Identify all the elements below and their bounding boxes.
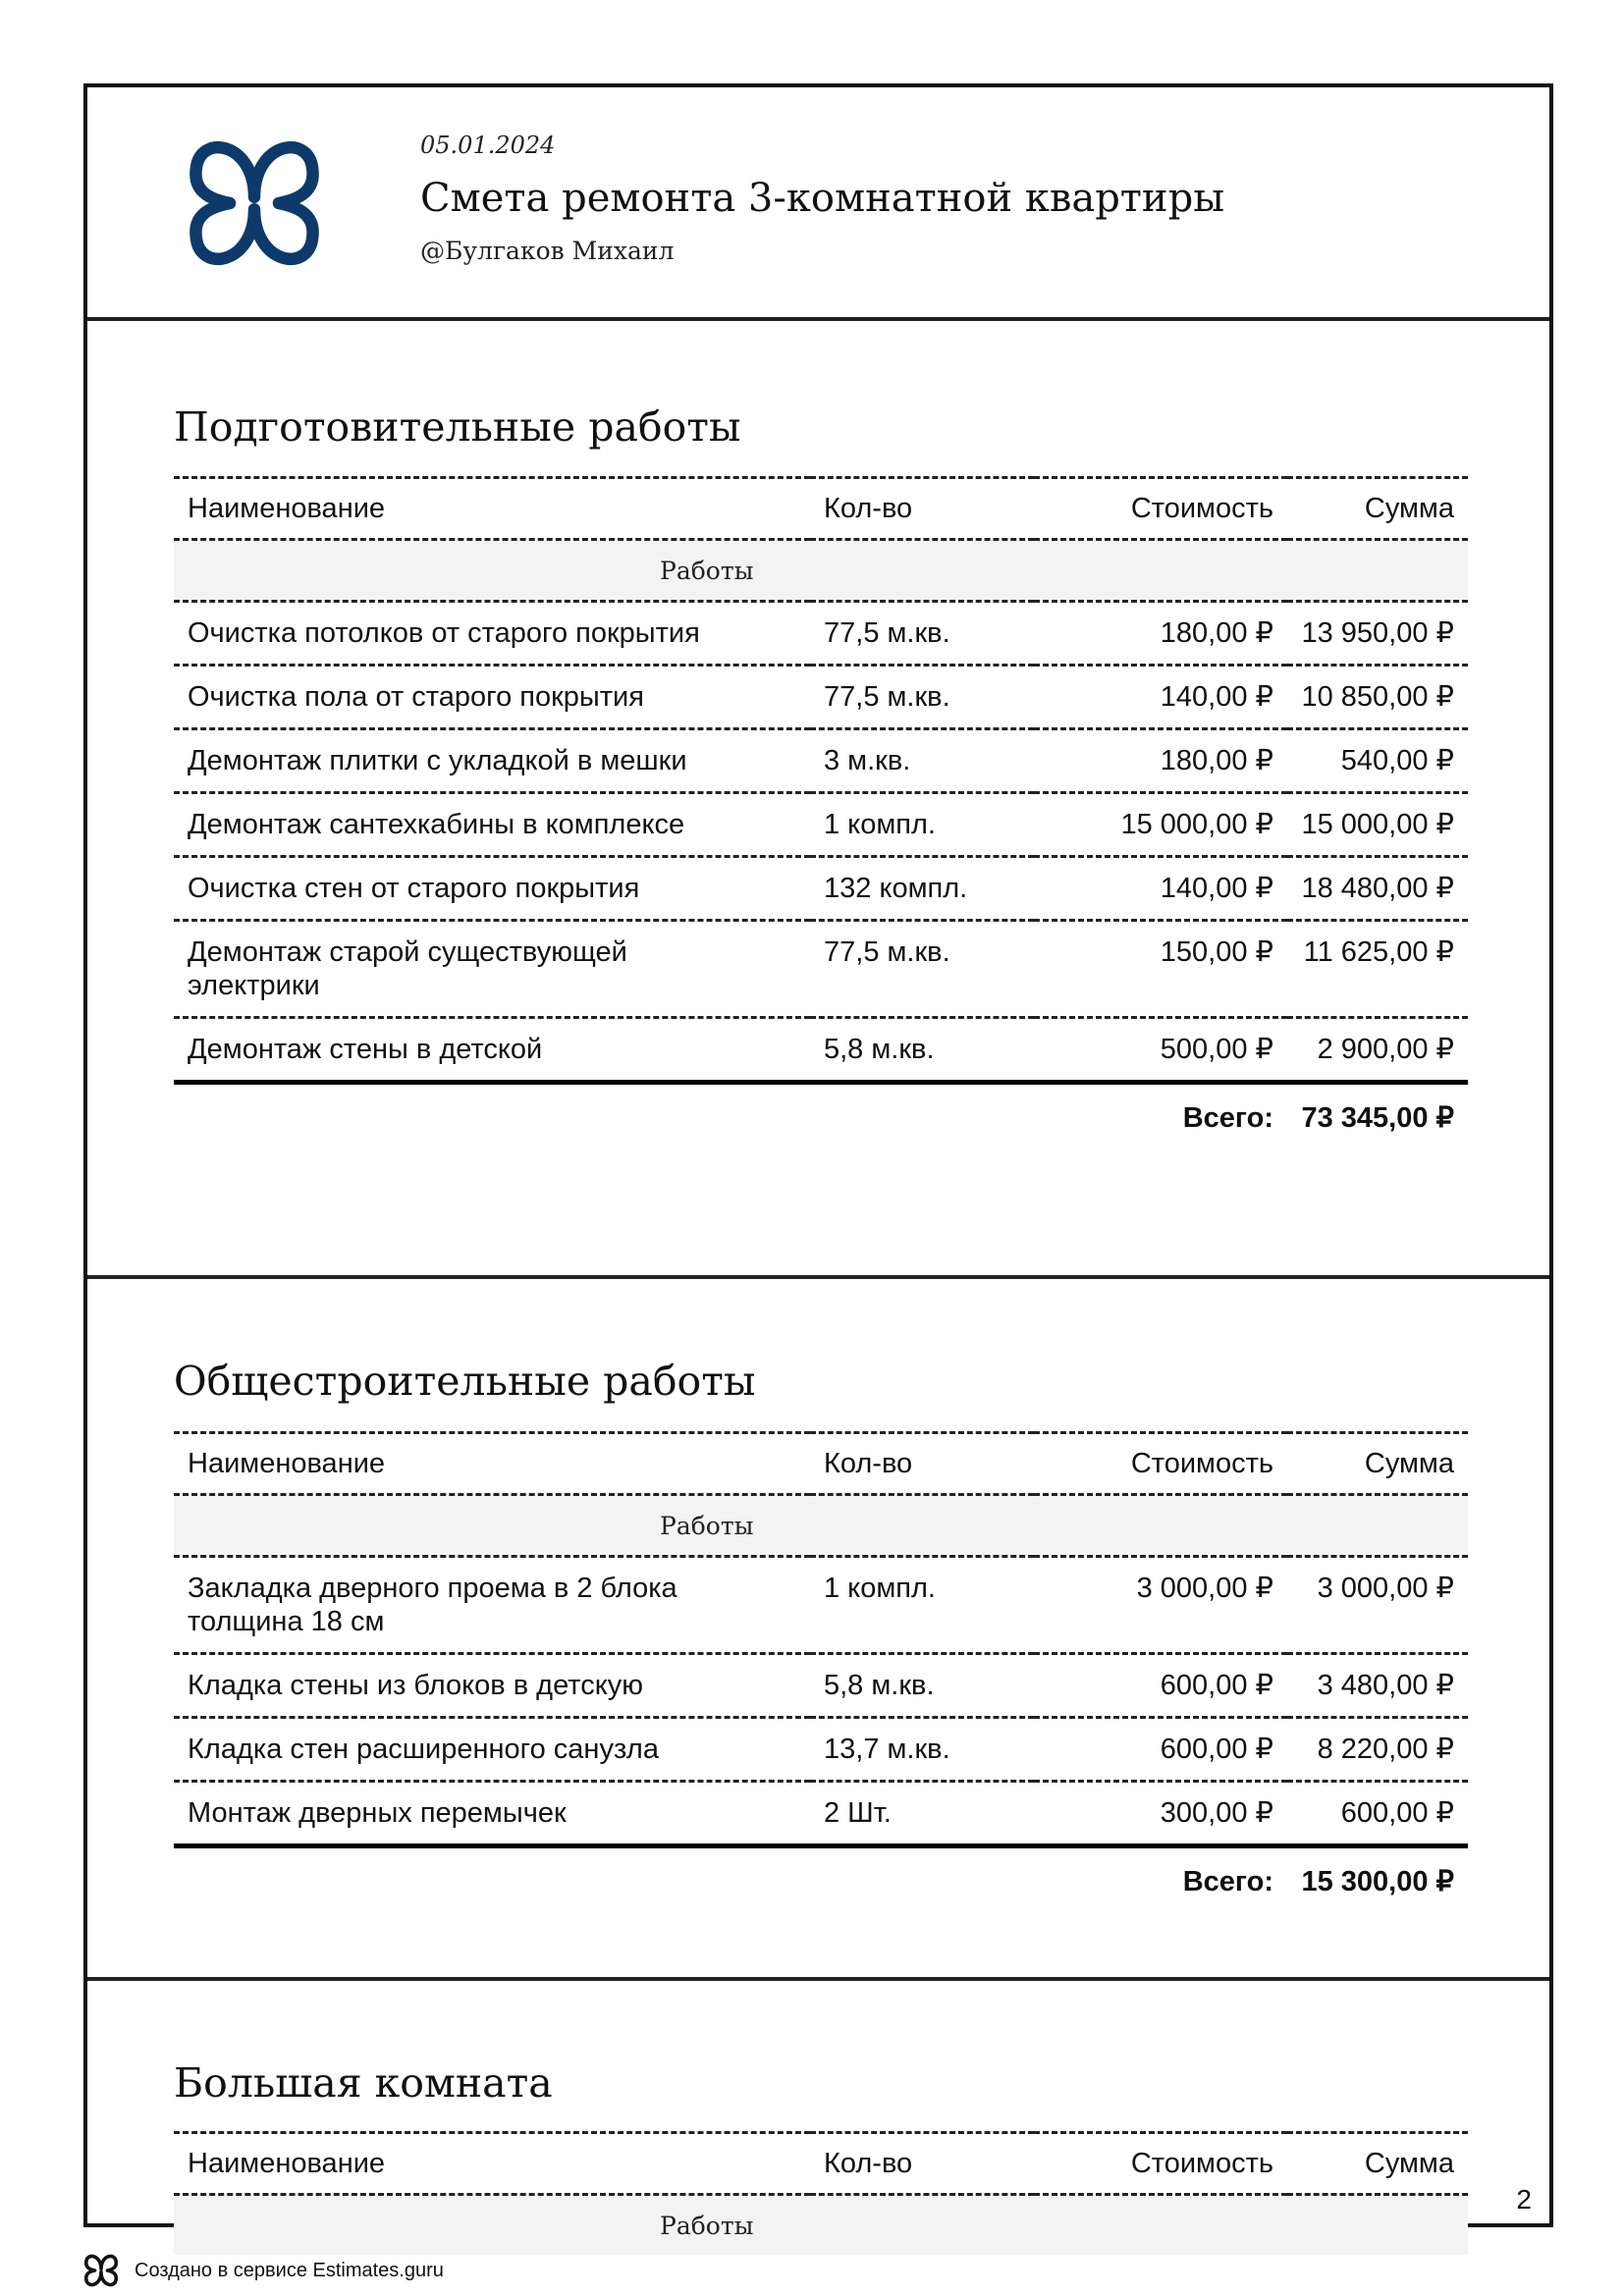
estimate-table (174, 476, 1468, 1136)
section-preparatory-works (87, 321, 1549, 1279)
section-title: Подготовительные работы (174, 403, 741, 451)
item-cost: 140,00 ₽ (1160, 873, 1273, 904)
total-row (174, 1846, 1468, 1900)
item-name: Демонтаж стены в детской (188, 1034, 543, 1065)
item-name: Монтаж дверных перемычек (188, 1797, 567, 1829)
item-name: Кладка стены из блоков в детскую (188, 1670, 643, 1701)
item-name: Очистка потолков от старого покрытия (188, 617, 700, 649)
col-header-name: Наименование (188, 1447, 386, 1479)
item-sum: 3 480,00 ₽ (1317, 1670, 1454, 1701)
total-row (174, 1083, 1468, 1137)
item-name: Демонтаж сантехкабины в комплексе (188, 809, 685, 840)
item-cost: 500,00 ₽ (1160, 1034, 1273, 1065)
item-name: Очистка стен от старого покрытия (188, 873, 640, 904)
document-author: @Булгаков Михаил (420, 237, 675, 265)
item-sum: 10 850,00 ₽ (1301, 681, 1454, 713)
col-header-qty: Кол-во (824, 2147, 913, 2179)
col-header-sum: Сумма (1364, 492, 1454, 524)
document-date: 05.01.2024 (420, 132, 556, 159)
item-sum: 3 000,00 ₽ (1317, 1573, 1454, 1604)
item-sum: 18 480,00 ₽ (1301, 873, 1454, 904)
col-header-name: Наименование (188, 2147, 386, 2179)
estimate-table (174, 2131, 1468, 2255)
item-cost: 300,00 ₽ (1160, 1797, 1273, 1829)
table-row (174, 1718, 1468, 1782)
item-qty: 1 компл. (824, 1573, 936, 1604)
item-cost: 180,00 ₽ (1160, 617, 1273, 649)
item-name: Демонтаж старой существующей электрики (188, 936, 627, 1001)
col-header-cost: Стоимость (1130, 2147, 1273, 2179)
total-value: 15 300,00 ₽ (1287, 1846, 1468, 1900)
item-sum: 600,00 ₽ (1340, 1797, 1454, 1829)
item-cost: 150,00 ₽ (1160, 936, 1273, 968)
group-row: Работы (174, 1495, 1468, 1557)
table-row (174, 857, 1468, 921)
col-header-qty: Кол-во (824, 1447, 913, 1479)
footer-credit[interactable]: Создано в сервисе Estimates.guru (135, 2259, 444, 2281)
footer (81, 2251, 444, 2290)
item-sum: 13 950,00 ₽ (1301, 617, 1454, 649)
item-qty: 2 Шт. (824, 1797, 892, 1829)
section-large-room (87, 1981, 1549, 2240)
estimates-logo-icon (81, 2251, 121, 2290)
item-sum: 15 000,00 ₽ (1301, 809, 1454, 840)
item-name: Очистка пола от старого покрытия (188, 681, 644, 713)
table-row (174, 602, 1468, 666)
item-qty: 13,7 м.кв. (824, 1734, 950, 1765)
estimates-logo-icon (178, 127, 331, 280)
item-cost: 15 000,00 ₽ (1120, 809, 1273, 840)
table-row (174, 1557, 1468, 1654)
item-name: Кладка стен расширенного санузла (188, 1734, 659, 1765)
item-qty: 77,5 м.кв. (824, 936, 950, 968)
section-title: Общестроительные работы (174, 1358, 756, 1405)
group-row: Работы (174, 2195, 1468, 2256)
table-row (174, 1782, 1468, 1846)
table-row (174, 793, 1468, 857)
col-header-sum: Сумма (1364, 2147, 1454, 2179)
section-title: Большая комната (174, 2059, 553, 2107)
item-name: Закладка дверного проема в 2 блока толщина 18 см (188, 1573, 677, 1637)
table-row (174, 921, 1468, 1018)
estimate-page (83, 83, 1553, 2240)
item-qty: 5,8 м.кв. (824, 1034, 935, 1065)
item-cost: 3 000,00 ₽ (1136, 1573, 1273, 1604)
table-row (174, 729, 1468, 793)
estimate-table (174, 1431, 1468, 1899)
item-cost: 180,00 ₽ (1160, 745, 1273, 776)
item-sum: 540,00 ₽ (1340, 745, 1454, 776)
table-row (174, 1654, 1468, 1718)
item-qty: 1 компл. (824, 809, 936, 840)
col-header-cost: Стоимость (1130, 492, 1273, 524)
item-name: Демонтаж плитки с укладкой в мешки (188, 745, 687, 776)
col-header-sum: Сумма (1364, 1447, 1454, 1479)
total-label: Всего: (1034, 1083, 1287, 1137)
item-sum: 11 625,00 ₽ (1303, 936, 1454, 968)
col-header-cost: Стоимость (1130, 1447, 1273, 1479)
page-number: 2 (1516, 2184, 1532, 2215)
item-cost: 600,00 ₽ (1160, 1670, 1273, 1701)
item-cost: 140,00 ₽ (1160, 681, 1273, 713)
table-row (174, 1018, 1468, 1083)
total-label: Всего: (1034, 1846, 1287, 1900)
item-sum: 2 900,00 ₽ (1317, 1034, 1454, 1065)
total-value: 73 345,00 ₽ (1287, 1083, 1468, 1137)
table-row (174, 666, 1468, 729)
col-header-name: Наименование (188, 492, 386, 524)
item-qty: 77,5 м.кв. (824, 681, 950, 713)
document-header (87, 87, 1549, 321)
group-row: Работы (174, 540, 1468, 602)
document-title: Смета ремонта 3-комнатной квартиры (420, 176, 1225, 221)
section-general-construction (87, 1279, 1549, 1981)
item-qty: 5,8 м.кв. (824, 1670, 935, 1701)
item-cost: 600,00 ₽ (1160, 1734, 1273, 1765)
item-qty: 3 м.кв. (824, 745, 911, 776)
item-sum: 8 220,00 ₽ (1317, 1734, 1454, 1765)
item-qty: 77,5 м.кв. (824, 617, 950, 649)
item-qty: 132 компл. (824, 873, 968, 904)
col-header-qty: Кол-во (824, 492, 913, 524)
